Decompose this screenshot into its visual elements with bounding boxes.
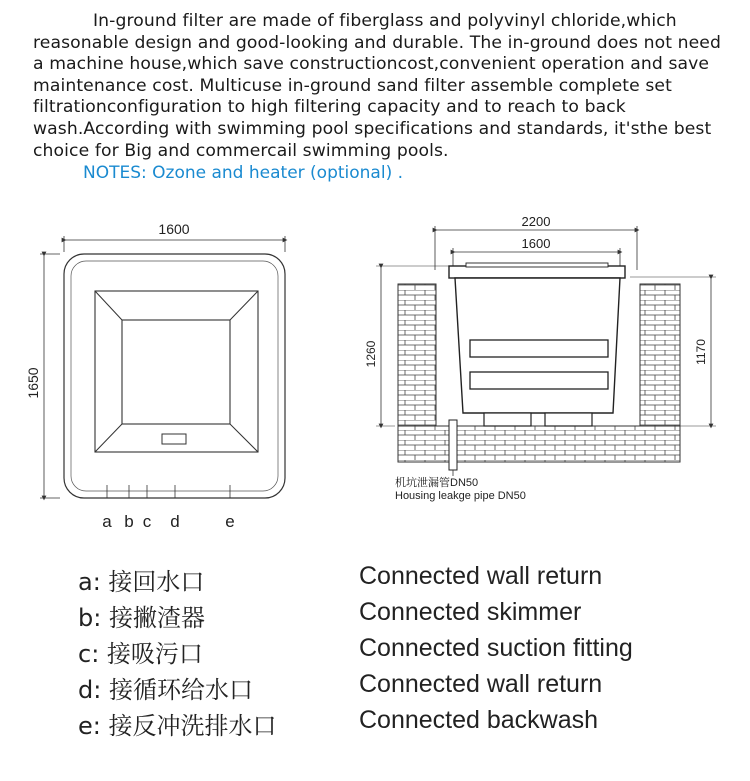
side-inner-width-label: 1600 [521,236,551,251]
legend-desc: Connected skimmer [359,598,582,626]
side-right-height-label: 1170 [694,339,708,365]
top-view [25,221,285,531]
legend-desc: Connected suction fitting [359,634,633,662]
legend-key: e: 接反冲洗排水口 [78,712,277,740]
legend-desc: Connected wall return [359,670,603,698]
legend-key: c: 接吸污口 [78,640,203,668]
port-label-c: c [142,512,152,531]
filter-diagram [0,200,750,540]
legend-desc: Connected wall return [359,562,603,590]
pipe-label-en: Housing leakge pipe DN50 [395,490,526,502]
description-text [33,11,733,162]
description-paragraph: In-ground filter are made of fiberglass and polyvinyl chloride,which reasonable design and good-looking and durable. The in-ground does not need a machine house,which save constructioncost,convenient operation and save maintenance cost. Multicuse in-ground sand filter assemble complete set filtrationconfiguration to high filtering capacity and to reach to back wash.According with swimming pool specifications and standards, it'sthe best choice for Big and commercail swimming pools. [33,11,721,161]
port-label-e: e [225,512,235,531]
legend-desc: Connected backwash [359,706,599,734]
legend-key: a: 接回水口 [78,568,205,596]
top-width-label: 1600 [158,221,190,237]
side-outer-width-label: 2200 [521,214,551,229]
top-height-label: 1650 [25,367,41,399]
port-label-a: a [102,512,112,531]
legend-key: d: 接循环给水口 [78,676,253,704]
pipe-label-cn: 机坑泄漏管DN50 [395,477,479,489]
port-label-b: b [124,512,134,531]
side-view [364,214,716,502]
side-left-height-label: 1260 [364,340,378,368]
legend-key: b: 接撇渣器 [78,604,205,632]
port-label-d: d [170,512,180,531]
notes-text: NOTES: Ozone and heater (optional) . [83,163,404,183]
